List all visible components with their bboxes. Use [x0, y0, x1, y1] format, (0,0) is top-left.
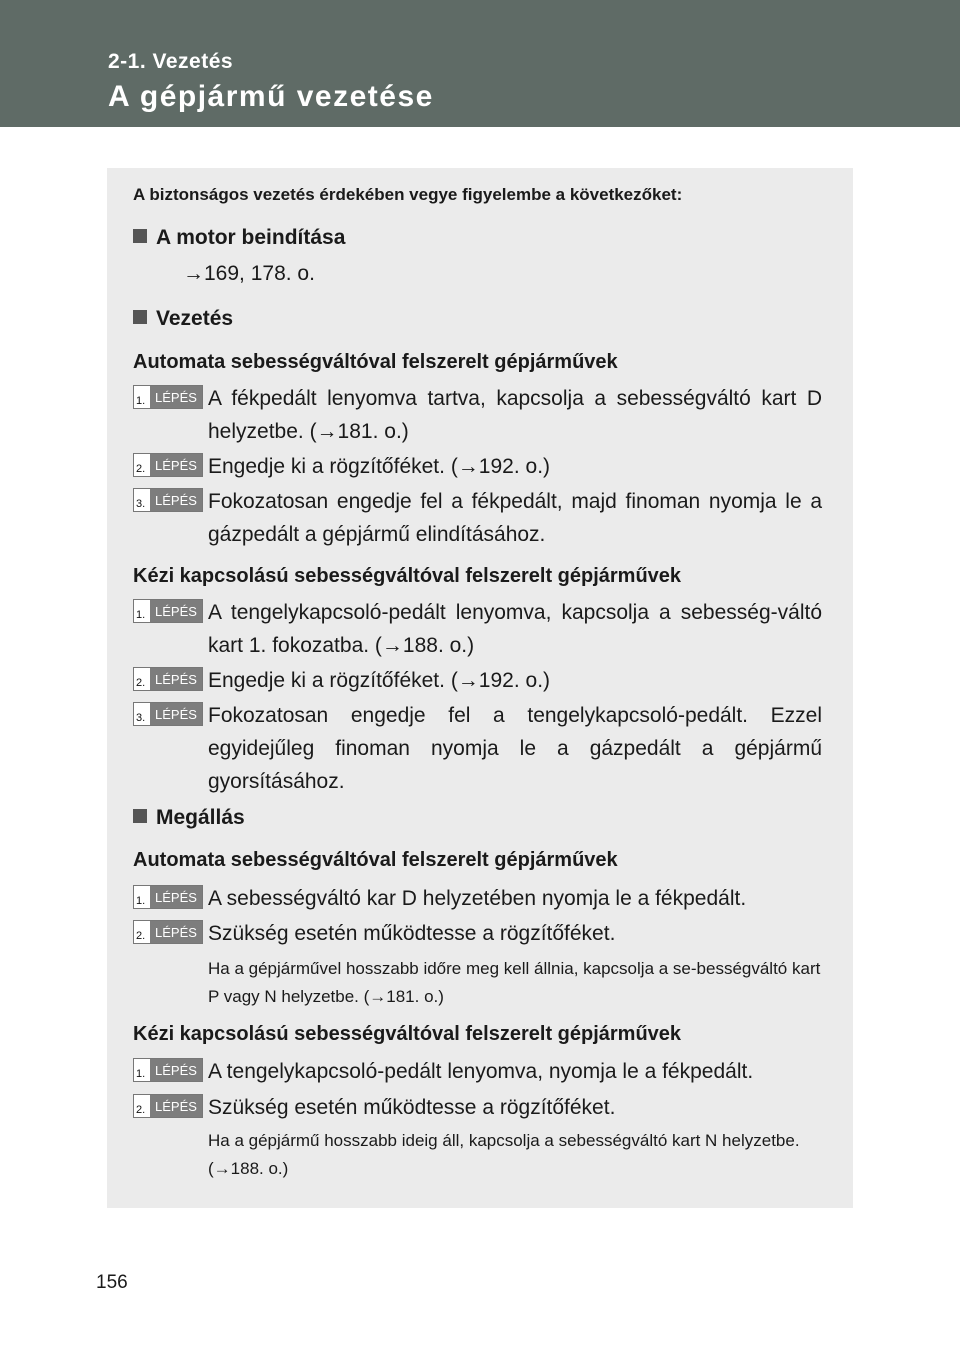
step-text: A tengelykapcsoló-pedált lenyomva, kapcsolja a sebesség-váltó kart 1. fokozatba. (→188. o.)	[208, 601, 822, 657]
note-text: Ha a gépjárművel hosszabb időre meg kell állnia, kapcsolja a se-bességváltó kart P vagy N helyzetbe. (→181. o.)	[208, 959, 821, 1006]
step-badge: 1. LÉPÉS	[133, 599, 203, 623]
subheading-stopping-auto: Automata sebességváltóval felszerelt gépjárművek	[133, 849, 618, 871]
page-number: 156	[96, 1272, 128, 1293]
square-bullet-icon	[133, 229, 147, 243]
subheading-driving-manual: Kézi kapcsolású sebességváltóval felszerelt gépjárművek	[133, 565, 682, 587]
step-text: A fékpedált lenyomva tartva, kapcsolja a sebességváltó kart D helyzetbe. (→181. o.)	[208, 387, 822, 443]
step-badge: 1. LÉPÉS	[133, 1058, 203, 1082]
step-text: Szükség esetén működtesse a rögzítőféket.	[208, 922, 616, 945]
step-text: Engedje ki a rögzítőféket. (→192. o.)	[208, 455, 551, 478]
step-text: Engedje ki a rögzítőféket. (→192. o.)	[208, 669, 551, 692]
step-text: A sebességváltó kar D helyzetében nyomja le a fékpedált.	[208, 887, 747, 910]
step-badge: 3. LÉPÉS	[133, 488, 203, 512]
step-text: Szükség esetén működtesse a rögzítőféket.	[208, 1096, 616, 1119]
section-label: 2-1. Vezetés	[108, 50, 234, 73]
step-text: Fokozatosan engedje fel a tengelykapcsoló-pedált. Ezzel egyidejűleg finoman nyomja le a gázpedált a gépjármű gyorsításához.	[208, 704, 822, 793]
subheading-driving-auto: Automata sebességváltóval felszerelt gépjárművek	[133, 351, 618, 373]
step-text: A tengelykapcsoló-pedált lenyomva, nyomja le a fékpedált.	[208, 1060, 754, 1083]
intro-text: A biztonságos vezetés érdekében vegye figyelembe a következőket:	[133, 185, 683, 204]
step-text: Fokozatosan engedje fel a fékpedált, majd finoman nyomja le a gázpedált a gépjármű elindításához.	[208, 490, 822, 546]
heading-motor-start: A motor beindítása	[133, 226, 345, 250]
motor-ref: →169, 178. o.	[183, 262, 315, 285]
step-badge: 3. LÉPÉS	[133, 702, 203, 726]
step-badge: 2. LÉPÉS	[133, 920, 203, 944]
step-badge: 2. LÉPÉS	[133, 667, 203, 691]
step-badge: 1. LÉPÉS	[133, 385, 203, 409]
square-bullet-icon	[133, 310, 147, 324]
step-badge: 2. LÉPÉS	[133, 453, 203, 477]
step-badge: 2. LÉPÉS	[133, 1094, 203, 1118]
subheading-stopping-manual: Kézi kapcsolású sebességváltóval felszerelt gépjárművek	[133, 1023, 682, 1045]
page-title: A gépjármű vezetése	[108, 80, 434, 113]
heading-stopping: Megállás	[133, 806, 245, 830]
chapter-header	[0, 0, 960, 127]
note-text: Ha a gépjármű hosszabb ideig áll, kapcsolja a sebességváltó kart N helyzetbe. (→188. o.)	[208, 1131, 800, 1178]
heading-driving: Vezetés	[133, 307, 233, 331]
step-badge: 1. LÉPÉS	[133, 885, 203, 909]
square-bullet-icon	[133, 809, 147, 823]
